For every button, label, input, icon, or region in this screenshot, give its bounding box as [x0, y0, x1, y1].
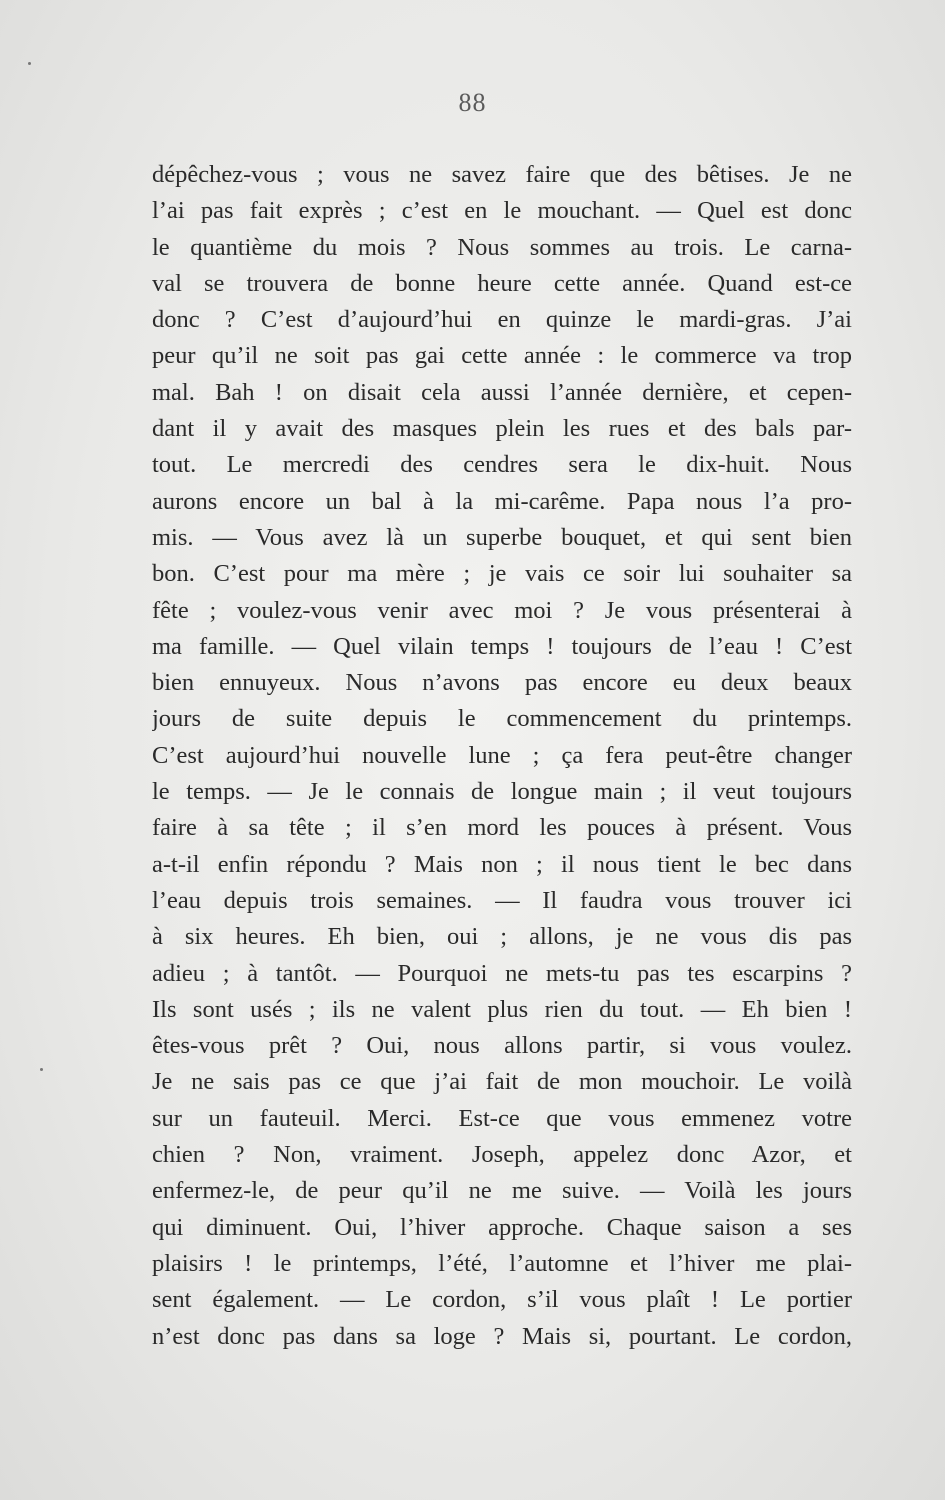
text-line: bien ennuyeux. Nous n’avons pas encore eu deux beaux	[152, 669, 852, 697]
text-line: a-t-il enfin répondu ? Mais non ; il nous tient le bec dans	[152, 850, 852, 878]
text-line: chien ? Non, vraiment. Joseph, appelez donc Azor, et	[152, 1141, 852, 1169]
text-line: jours de suite depuis le commencement du printemps.	[152, 705, 852, 733]
text-line: dant il y avait des masques plein les rues et des bals par-	[152, 415, 852, 443]
text-line: peur qu’il ne soit pas gai cette année : le commerce va trop	[152, 342, 852, 370]
body-text	[152, 157, 852, 1355]
text-line: à six heures. Eh bien, oui ; allons, je ne vous dis pas	[152, 923, 852, 951]
text-line: êtes-vous prêt ? Oui, nous allons partir, si vous voulez.	[152, 1032, 852, 1060]
text-line: plaisirs ! le printemps, l’été, l’automne et l’hiver me plai-	[152, 1249, 852, 1277]
text-line: mis. — Vous avez là un superbe bouquet, et qui sent bien	[152, 523, 852, 551]
text-line: val se trouvera de bonne heure cette année. Quand est-ce	[152, 269, 852, 297]
page-number: 88	[458, 88, 487, 117]
text-line: dépêchez-vous ; vous ne savez faire que des bêtises. Je ne	[152, 161, 852, 188]
text-line: donc ? C’est d’aujourd’hui en quinze le mardi-gras. J’ai	[152, 306, 852, 334]
text-line: Ils sont usés ; ils ne valent plus rien du tout. — Eh bien !	[152, 995, 852, 1023]
text-line: bon. C’est pour ma mère ; je vais ce soir lui souhaiter sa	[152, 560, 852, 588]
text-line: l’ai pas fait exprès ; c’est en le mouchant. — Quel est donc	[152, 197, 852, 225]
text-line: qui diminuent. Oui, l’hiver approche. Chaque saison a ses	[152, 1213, 852, 1241]
paper-speck	[40, 1068, 43, 1071]
text-line: n’est donc pas dans sa loge ? Mais si, pourtant. Le cordon,	[152, 1322, 852, 1350]
text-line: Je ne sais pas ce que j’ai fait de mon mouchoir. Le voilà	[152, 1068, 852, 1096]
text-line: enfermez-le, de peur qu’il ne me suive. — Voilà les jours	[152, 1177, 852, 1205]
paper-speck	[28, 62, 31, 65]
text-line: mal. Bah ! on disait cela aussi l’année dernière, et cepen-	[152, 378, 852, 406]
text-line: C’est aujourd’hui nouvelle lune ; ça fera peut-être changer	[152, 741, 852, 769]
text-line: l’eau depuis trois semaines. — Il faudra vous trouver ici	[152, 886, 852, 914]
text-line: le temps. — Je le connais de longue main ; il veut toujours	[152, 778, 852, 806]
text-line: adieu ; à tantôt. — Pourquoi ne mets-tu pas tes escarpins ?	[152, 959, 852, 987]
text-line: ma famille. — Quel vilain temps ! toujours de l’eau ! C’est	[152, 632, 852, 660]
text-line: sur un fauteuil. Merci. Est-ce que vous emmenez votre	[152, 1104, 852, 1132]
text-line: aurons encore un bal à la mi-carême. Papa nous l’a pro-	[152, 487, 852, 515]
text-line: fête ; voulez-vous venir avec moi ? Je vous présenterai à	[152, 596, 852, 624]
text-line: le quantième du mois ? Nous sommes au trois. Le carna-	[152, 233, 852, 261]
text-line: faire à sa tête ; il s’en mord les pouces à présent. Vous	[152, 814, 852, 842]
text-line: sent également. — Le cordon, s’il vous plaît ! Le portier	[152, 1286, 852, 1314]
text-line: tout. Le mercredi des cendres sera le dix-huit. Nous	[152, 451, 852, 479]
